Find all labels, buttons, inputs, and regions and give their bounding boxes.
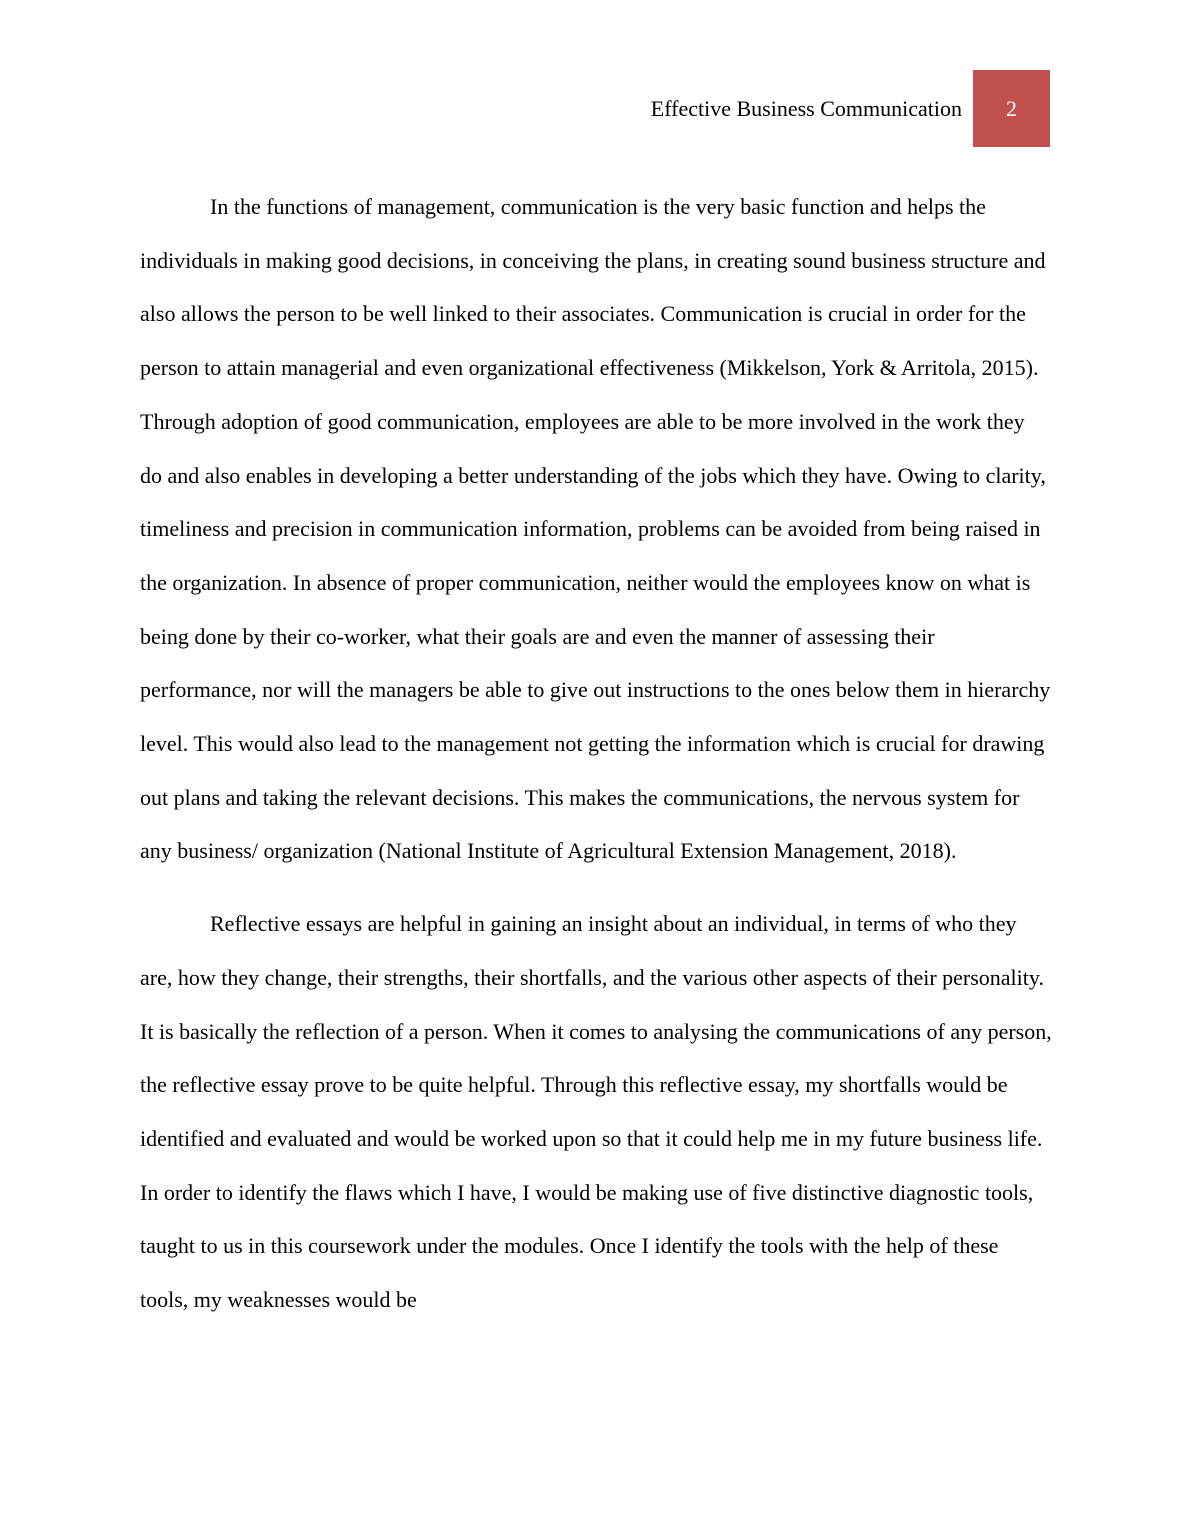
paragraph-reflective-essays: Reflective essays are helpful in gaining an insight about an individual, in terms of who they are, how they change, their strengths, their shortfalls, and the various other aspects of their personality. It is basically the reflection of a person. When it comes to analysing the communications of any person, the reflective essay prove to be quite helpful. Through this reflective essay, my shortfalls would be identified and evaluated and would be worked upon so that it could help me in my future business life. In order to identify the flaws which I have, I would be making use of five distinctive diagnostic tools, taught to us in this coursework under the modules. Once I identify the tools with the help of these tools, my weaknesses would be [140, 911, 1052, 1313]
paragraph-management-communication: In the functions of management, communication is the very basic function and helps the individuals in making good decisions, in conceiving the plans, in creating sound business structure and also allows the person to be well linked to their associates. Communication is crucial in order for the person to attain managerial and even organizational effectiveness (Mikkelson, York & Arritola, 2015). Through adoption of good communication, employees are able to be more involved in the work they do and also enables in developing a better understanding of the jobs which they have. Owing to clarity, timeliness and precision in communication information, problems can be avoided from being raised in the organization. In absence of proper communication, neither would the employees know on what is being done by their co-worker, what their goals are and even the manner of assessing their performance, nor will the managers be able to give out instructions to the ones below them in hierarchy level. This would also lead to the management not getting the information which is crucial for drawing out plans and taking the relevant decisions. This makes the communications, the nervous system for any business/ organization (National Institute of Agricultural Extension Management, 2018). [140, 194, 1051, 864]
page-number-box [973, 70, 1050, 147]
document-body [140, 180, 1052, 1346]
page-header [651, 70, 1050, 147]
page-number: 2 [1006, 95, 1017, 121]
running-head-title: Effective Business Communication [650, 95, 962, 121]
